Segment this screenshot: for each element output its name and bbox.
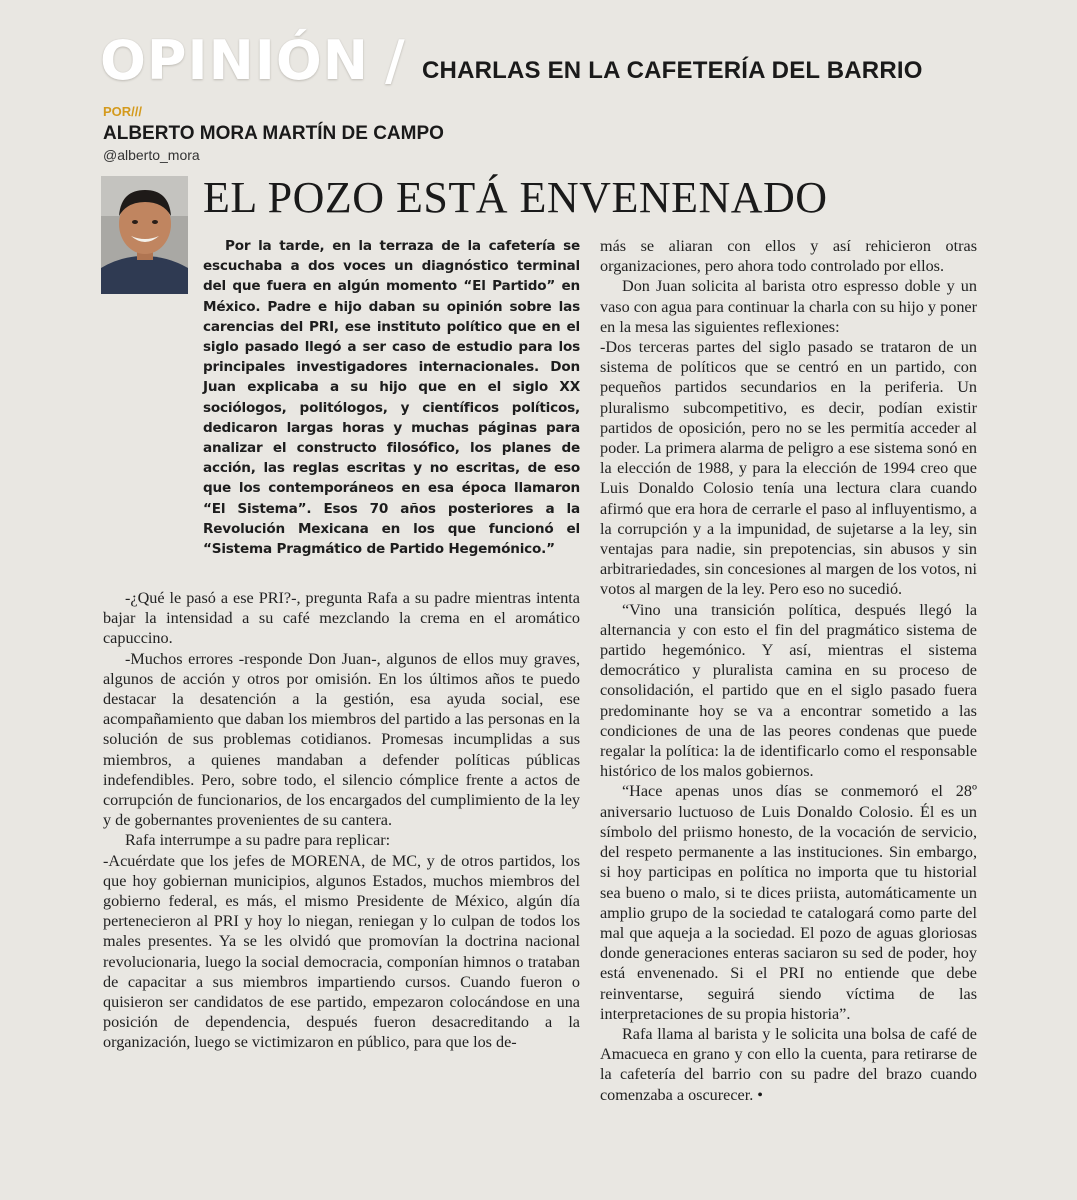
section-header [100,28,1000,98]
body-paragraph: Don Juan solicita al barista otro espresso doble y un vaso con agua para continuar la charla con su hijo y poner en la mesa las siguientes reflexiones: [600,277,977,336]
byline-label: POR/// [103,104,143,119]
article-column-1 [103,588,580,1053]
body-paragraph: -Muchos errores -responde Don Juan-, algunos de ellos muy graves, algunos de acción y otros por omisión. En los últimos años te puedo destacar la desatención a la gestión, esa ayuda social, ese acompañamiento que daban los miembros del partido a las personas en la solución de sus problemas cotidianos. Promesas incumplidas a sus miembros, a quienes mandaban a defender políticas públicas indefendibles. Pero, sobre todo, el silencio cómplice frente a actos de corrupción de funcionarios, de los encargados del cumplimiento de la ley y de gobernantes provenientes de su cantera. [103,649,580,830]
body-paragraph: -Dos terceras partes del siglo pasado se trataron de un sistema de políticos que se centró en un partido, con pequeños partidos secundarios en la periferia. Un pluralismo subcompetitivo, es decir, podían existir partidos de oposición, pero no se les permitía acceder al poder. La primera alarma de peligro a ese sistema sonó en la elección de 1988, y para la elección de 1994 creo que Luis Donaldo Colosio tenía una lectura clara cuando afirmó que era hora de cerrarle el paso al influyentismo, a la corrupción y a la impunidad, de sujetarse a la ley, sin ventajas para nadie, sin prepotencias, sin abusos y sin arbitrariedades, sin concesiones al margen de los votos, ni votos al margen de la ley. Pero eso no sucedió. [600,338,977,599]
author-name: ALBERTO MORA MARTÍN DE CAMPO [103,123,444,144]
author-handle: @alberto_mora [103,147,200,163]
section-title: OPINIÓN [100,29,369,92]
body-paragraph [600,1024,977,1105]
article-lead [203,236,580,559]
body-paragraph: “Hace apenas unos días se conmemoró el 28º aniversario luctuoso de Luis Donaldo Colosio. Él es un símbolo del priismo honesto, de la vocación de servicio, del respeto permanente a las instituciones. Sin embargo, si hoy participas en política no importa que tu historial sea bueno o malo, si te dices priista, automáticamente un amplio grupo de la sociedad te catalogará como parte del mal que aqueja a la sociedad. El pozo de aguas gloriosas donde generaciones enteras saciaron su sed de poder, hoy está envenenado. Si el PRI no entiende que debe reinventarse, seguirá siendo víctima de las interpretaciones de su propia historia”. [600,782,977,1023]
column-name: CHARLAS EN LA CAFETERÍA DEL BARRIO [422,57,923,84]
body-paragraph: Rafa interrumpe a su padre para replicar: [125,831,391,850]
body-paragraph: más se aliaran con ellos y así rehicieron otras organizaciones, pero ahora todo controlado por ellos. [600,237,977,276]
article-column-2 [600,236,977,1105]
end-mark: • [757,1085,763,1104]
author-photo [101,176,188,294]
closing-paragraph-text: Rafa llama al barista y le solicita una bolsa de café de Amacueca en grano y con ello la cuenta, para retirarse de la cafetería del barrio con su padre del brazo cuando comenzaba a oscurecer. [600,1024,977,1104]
author-portrait-icon [101,176,188,294]
body-paragraph: -¿Qué le pasó a ese PRI?-, pregunta Rafa a su padre mientras intenta bajar la intensidad a su café mezclando la crema en el aromático capuccino. [103,589,580,648]
body-paragraph: “Vino una transición política, después llegó la alternancia y con esto el fin del pragmático sistema de partido hegemónico. Y así, mientras el sistema democrático y pluralista camina en su proceso de consolidación, el partido que en el siglo pasado fuera predominante hoy se va a encontrar sometido a las condiciones de una de las peores condenas que puede regalar la política: la de identificarlo como el responsable histórico de los malos gobiernos. [600,600,977,781]
body-paragraph: -Acuérdate que los jefes de MORENA, de MC, y de otros partidos, los que hoy gobiernan municipios, algunos Estados, muchos miembros del gobierno federal, es más, el mismo Presidente de México, algún día pertenecieron al PRI y hoy lo niegan, reniegan y lo culpan de todos los males presentes. Ya se les olvidó que promovían la doctrina nacional revolucionaria, luego la social democracia, componían himnos o trataban de capacitar a sus miembros impartiendo cursos. Cuando fueron o quisieron ser candidatos de ese partido, empezaron colocándose en una posición de dependencia, después fueron desacreditando a la organización, luego se victimizaron en público, para que los de- [103,851,580,1052]
article-headline: EL POZO ESTÁ ENVENENADO [203,173,828,222]
section-slash: / [385,29,405,92]
lead-paragraph: Por la tarde, en la terraza de la cafetería se escuchaba a dos voces un diagnóstico terminal del que fuera en algún momento “El Partido” en México. Padre e hijo daban su opinión sobre las carencias del PRI, ese instituto político que en el siglo pasado llegó a ser caso de estudio para los principales investigadores internacionales. Don Juan explicaba a su hijo que en el siglo XX sociólogos, politólogos, y científicos políticos, dedicaron largas horas y muchas páginas para analizar el constructo filosófico, los planes de acción, las reglas escritas y no escritas, de eso que los contemporáneos en esa época llamaron “El Sistema”. Esos 70 años posteriores a la Revolución Mexicana en los que funcionó el “Sistema Pragmático de Partido Hegemónico.” [203,238,580,558]
